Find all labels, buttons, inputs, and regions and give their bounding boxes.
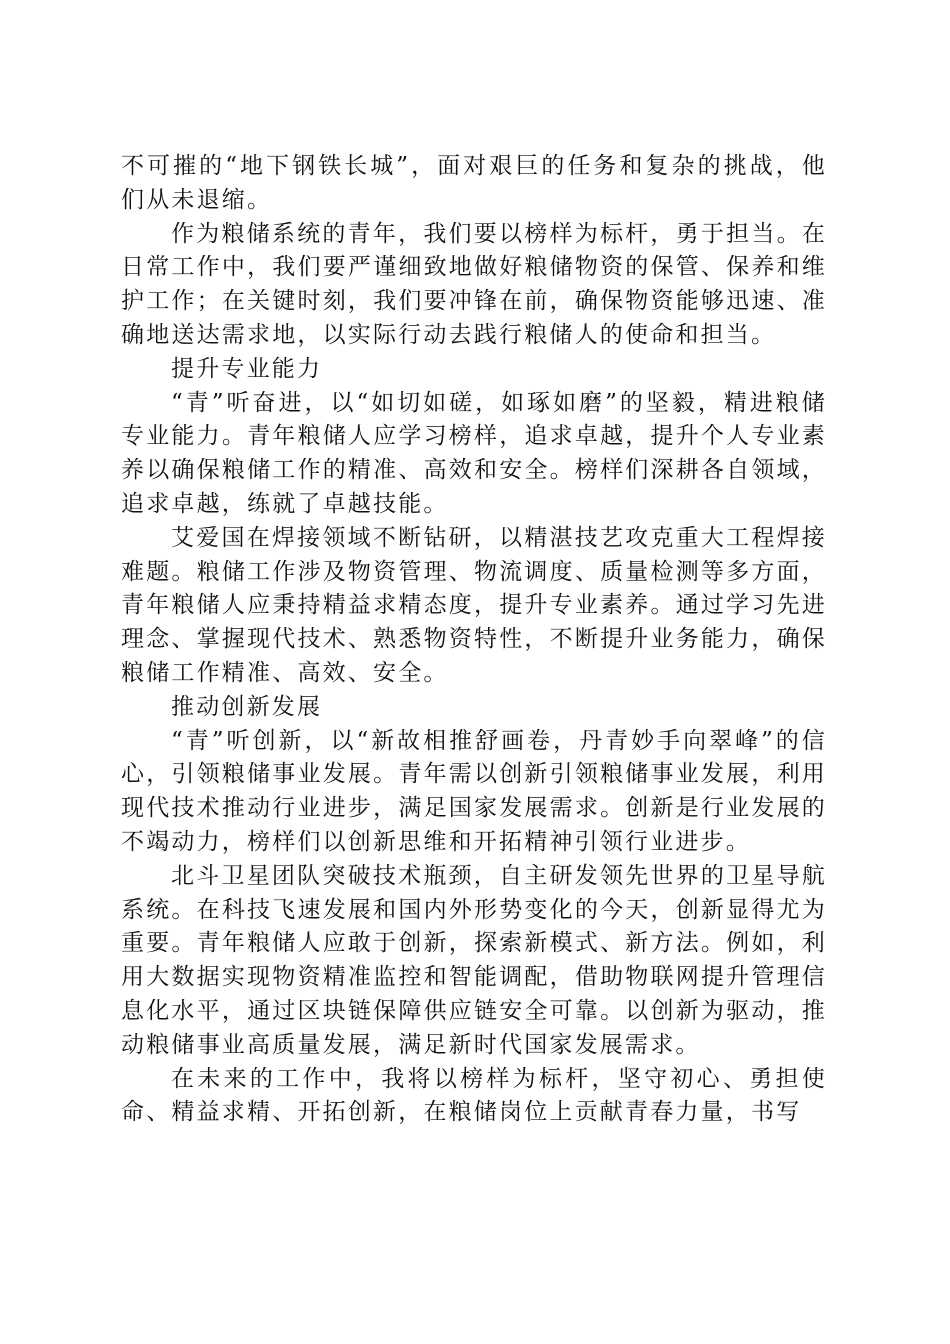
paragraph: “青”听奋进，以“如切如磋，如琢如磨”的坚毅，精进粮储专业能力。青年粮储人应学习榜样，追求卓越，提升个人专业素养以确保粮储工作的精准、高效和安全。榜样们深耕各自领域，追求卓越，练就了卓越技能。 xyxy=(121,389,827,517)
paragraph: 在未来的工作中，我将以榜样为标杆，坚守初心、勇担使命、精益求精、开拓创新，在粮储岗位上贡献青春力量，书写 xyxy=(121,1065,827,1126)
paragraph: 艾爱国在焊接领域不断钻研，以精湛技艺攻克重大工程焊接难题。粮储工作涉及物资管理、物流调度、质量检测等多方面，青年粮储人应秉持精益求精态度，提升专业素养。通过学习先进理念、掌握现代技术、熟悉物资特性，不断提升业务能力，确保粮储工作精准、高效、安全。 xyxy=(121,524,827,686)
section-heading-innovation: 推动创新发展 xyxy=(171,693,323,720)
paragraph: 北斗卫星团队突破技术瓶颈，自主研发领先世界的卫星导航系统。在科技飞速发展和国内外形势变化的今天，创新显得尤为重要。青年粮储人应敢于创新，探索新模式、新方法。例如，利用大数据实现物资精准监控和智能调配，借助物联网提升管理信息化水平，通过区块链保障供应链安全可靠。以创新为驱动，推动粮储事业高质量发展，满足新时代国家发展需求。 xyxy=(121,862,827,1058)
paragraph-continuation: 不可摧的“地下钢铁长城”，面对艰巨的任务和复杂的挑战，他们从未退缩。 xyxy=(121,153,827,213)
paragraph: “青”听创新，以“新故相推舒画卷，丹青妙手向翠峰”的信心，引领粮储事业发展。青年需以创新引领粮储事业发展，利用现代技术推动行业进步，满足国家发展需求。创新是行业发展的不竭动力，榜样们以创新思维和开拓精神引领行业进步。 xyxy=(121,727,827,855)
document-body xyxy=(121,150,827,1130)
section-heading-professional-ability: 提升专业能力 xyxy=(171,355,323,382)
paragraph: 作为粮储系统的青年，我们要以榜样为标杆，勇于担当。在日常工作中，我们要严谨细致地做好粮储物资的保管、保养和维护工作；在关键时刻，我们要冲锋在前，确保物资能够迅速、准确地送达需求地，以实际行动去践行粮储人的使命和担当。 xyxy=(121,220,827,348)
